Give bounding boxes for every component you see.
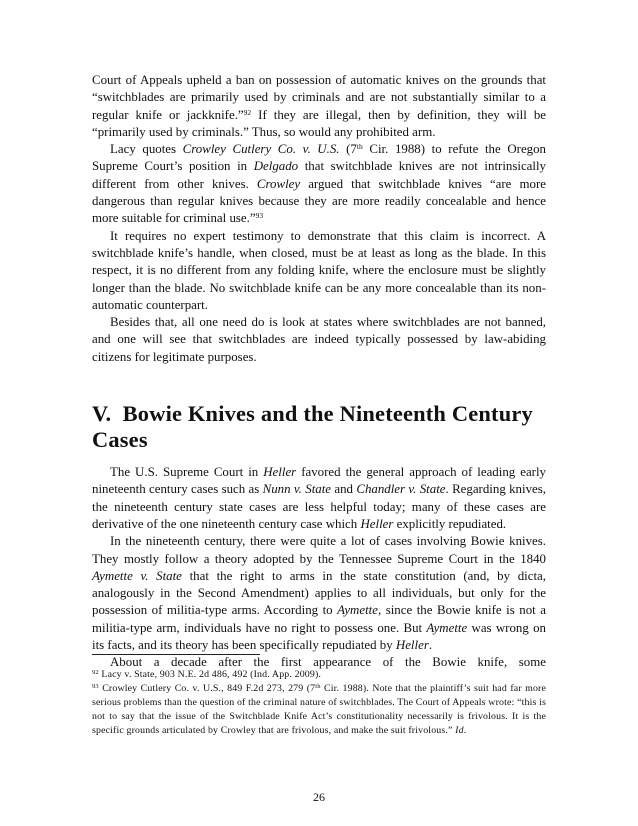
text-run: If they are illegal, then by definition, they will be “primarily used by criminals.” Thus, so would any prohibited arm. [92, 107, 546, 139]
ordinal-suffix: th [356, 142, 363, 152]
case-name: Aymette [337, 603, 378, 618]
case-name: Chandler v. State [356, 482, 446, 497]
text-run: was wrong on its facts, and its theory has been specifically repudiated by [92, 620, 546, 653]
text-run: , since the Bowie knife is not a militia-type arm, individuals have no right to possess one. But [92, 603, 546, 635]
text-run: The U.S. Supreme Court in [110, 465, 264, 480]
section-heading: V. Bowie Knives and the Nineteenth Century Cases [92, 401, 533, 452]
text-run: Cir. 1988) to refute the Oregon Supreme Court’s position in [92, 142, 547, 174]
text-run: (7 [339, 142, 357, 157]
footnote-93 [92, 682, 546, 738]
footnote-number: 93 [92, 683, 99, 691]
id-citation: Id [455, 725, 464, 737]
text-run: Lacy quotes [110, 142, 183, 157]
footnote-text: . [463, 725, 467, 737]
paragraph-1 [92, 72, 546, 141]
case-name: Heller [360, 516, 394, 531]
text-run: . [428, 638, 433, 653]
text-run: argued that switchblade knives “are more dangerous than regular knives because they are more readily concealable and hence more suitable for criminal use.” [92, 176, 546, 226]
case-name: Nunn v. State [262, 482, 332, 497]
text-run: Court of Appeals upheld a ban on possession of automatic knives on the grounds that “switchblades are primarily used by criminals and are not substantially similar to a regular knife or jackknife.” [92, 73, 546, 122]
footnote-92 [92, 668, 546, 682]
main-text [92, 72, 546, 672]
footnote-text: Crowley Cutlery Co. v. U.S., 849 F.2d 273, 279 (7 [98, 683, 316, 695]
text-run: that switchblade knives are not intrinsically different from other knives. [92, 159, 546, 191]
paragraph-4: Besides that, all one need do is look at states where switchblades are not banned, and one will see that switchblades are indeed typically possessed by law-abiding citizens for legitimate purposes. [92, 315, 546, 364]
footnote-text: Lacy v. State, 903 N.E. 2d 486, 492 (Ind. App. 2009). [98, 669, 322, 680]
paragraph-3: It requires no expert testimony to demonstrate that this claim is incorrect. A switchblade knife’s handle, when closed, must be at least as long as the blade. In this respect, it is no different from any folding knife, where the enclosure must be slightly longer than the blade. No switchblade knife can be any more concealable than its non-automatic counterpart. [92, 228, 546, 312]
footnote-text: Cir. 1988). Note that the plaintiff’s suit had far more serious problems than the question of the criminal nature of switchblades. The Court of Appeals wrote: “this is not to say that the issue of the Switchblade Knife Act’s constitutionality necessarily is frivolous. It is the specific grounds articulated by Crowley that are frivolous, and make the suit frivolous.” [92, 683, 546, 737]
text-run: and [331, 482, 357, 497]
footnote-separator [92, 654, 260, 655]
case-name: Heller [395, 638, 429, 653]
paragraph-7: About a decade after the first appearance of the Bowie knife, some [110, 655, 546, 670]
paragraph-5 [92, 464, 546, 533]
case-name: Aymette v. State [92, 568, 182, 583]
footnotes [92, 668, 546, 738]
text-run: that the right to arms in the state constitution (and, by dicta, analogously in the Second Amendment) applies to all individuals, but only for the possession of militia-type arms. According to [92, 568, 546, 618]
paragraph-2 [92, 141, 546, 227]
case-name: Delgado [253, 159, 299, 174]
footnote-ref-93[interactable]: 93 [255, 211, 264, 221]
text-run: In the nineteenth century, there were quite a lot of cases involving Bowie knives. They mostly follow a theory adopted by the Tennessee Supreme Court in the 1840 [92, 534, 546, 566]
section-spacer [92, 366, 546, 383]
case-name: Heller [263, 465, 297, 480]
paragraph-6 [92, 533, 546, 654]
page-number: 26 [313, 790, 325, 804]
footnote-ref-92[interactable]: 92 [243, 107, 252, 117]
footnote-number: 92 [92, 669, 99, 676]
text-run: . Regarding knives, the nineteenth century state cases are less helpful today; many of these cases are derivative of the one nineteenth century case which [92, 482, 546, 531]
case-name: Crowley Cutlery Co. v. U.S. [182, 142, 340, 157]
ordinal-suffix: th [315, 683, 321, 691]
case-name: Aymette [426, 620, 468, 635]
text-run: explicitly repudiated. [393, 516, 507, 531]
text-run: favored the general approach of leading early nineteenth century cases such as [92, 465, 547, 497]
case-name: Crowley [256, 176, 301, 191]
